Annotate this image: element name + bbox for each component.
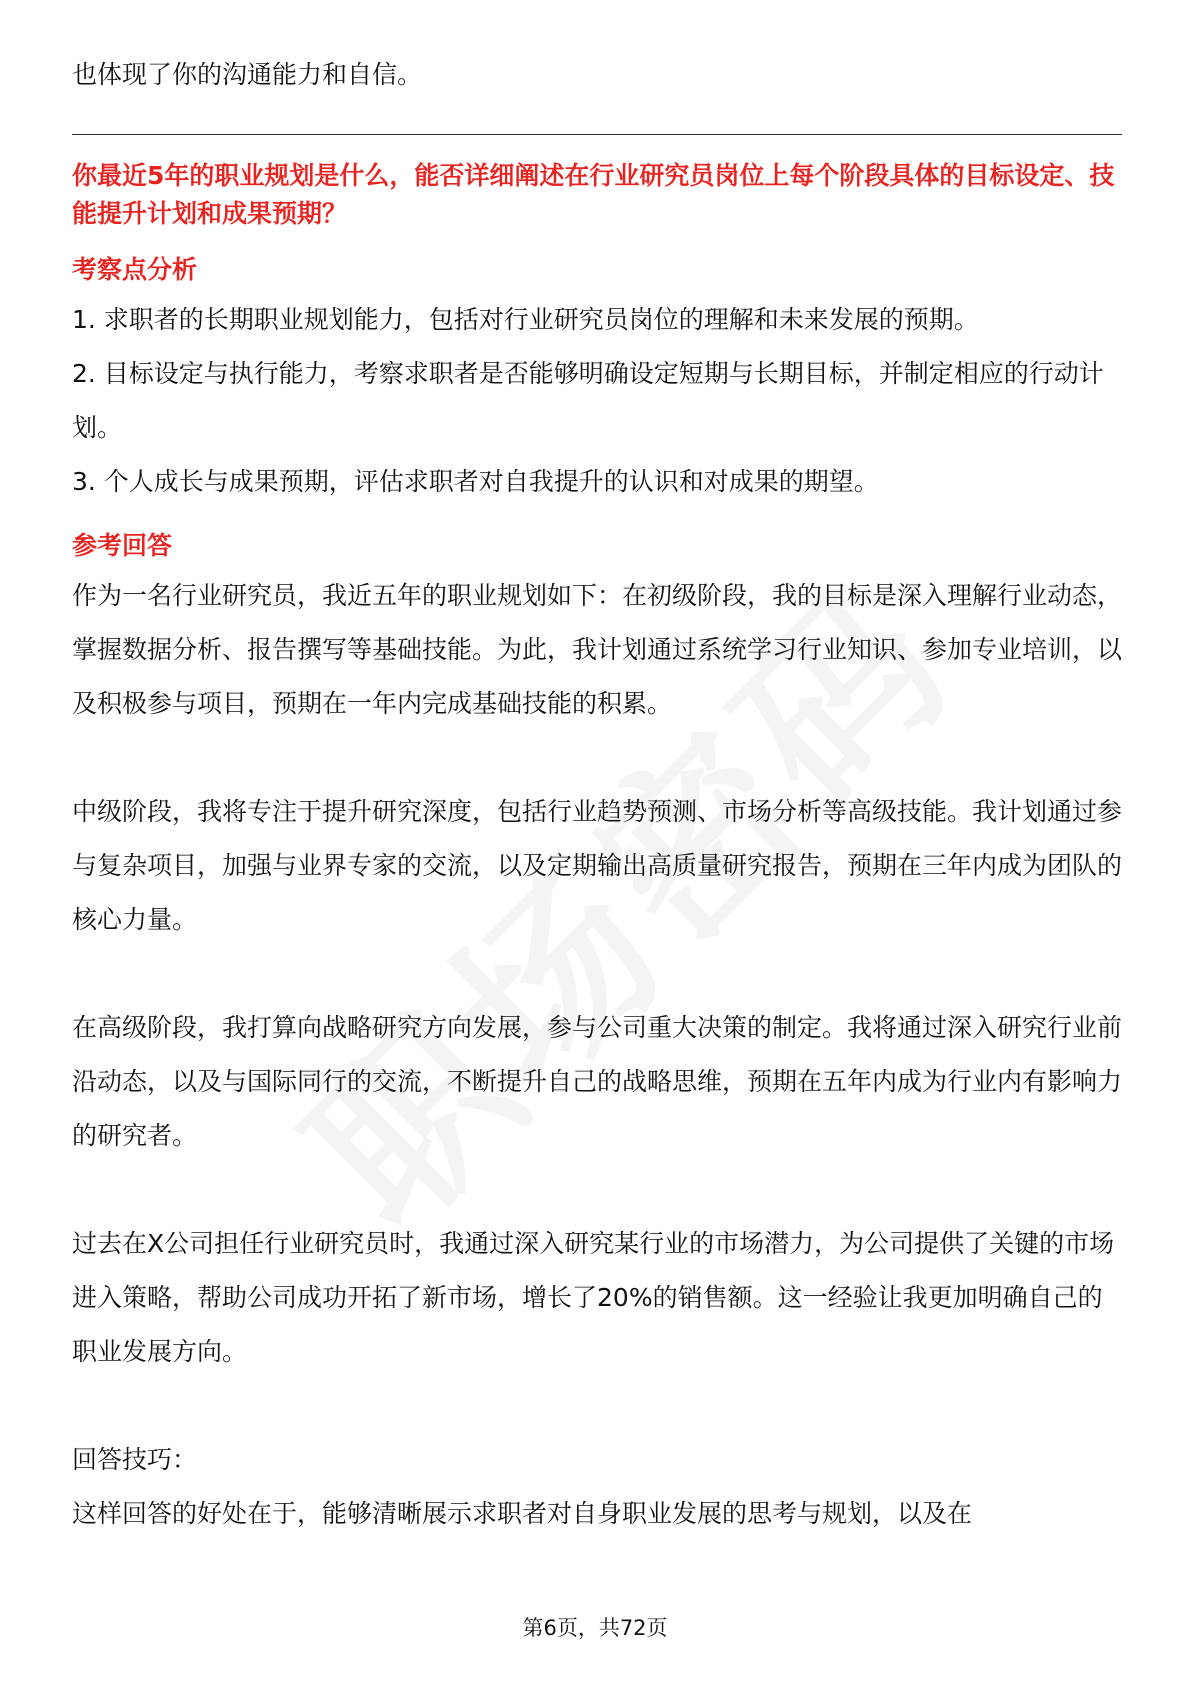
tips-text: 这样回答的好处在于，能够清晰展示求职者对自身职业发展的思考与规划，以及在 <box>72 1499 973 1528</box>
answer-paragraph: 作为一名行业研究员，我近五年的职业规划如下：在初级阶段，我的目标是深入理解行业动态，掌握数据分析、报告撰写等基础技能。为此，我计划通过系统学习行业知识、参加专业培训，以及积极参与项目，预期在一年内完成基础技能的积累。 <box>72 581 1123 718</box>
section-divider <box>72 134 1122 135</box>
answer-heading: 参考回答 <box>72 531 173 560</box>
intro-line: 也体现了你的沟通能力和自信。 <box>72 60 423 89</box>
document-body <box>72 56 1122 1541</box>
answer-paragraph: 在高级阶段，我打算向战略研究方向发展，参与公司重大决策的制定。我将通过深入研究行业前沿动态，以及与国际同行的交流，不断提升自己的战略思维，预期在五年内成为行业内有影响力的研究者。 <box>72 1013 1123 1150</box>
analysis-heading: 考察点分析 <box>72 255 198 284</box>
interview-question: 你最近5年的职业规划是什么，能否详细阐述在行业研究员岗位上每个阶段具体的目标设定、技能提升计划和成果预期？ <box>72 161 1115 228</box>
analysis-list <box>72 293 1122 509</box>
analysis-item: 2. 目标设定与执行能力，考察求职者是否能够明确设定短期与长期目标，并制定相应的行动计划。 <box>72 359 1104 442</box>
tips-heading: 回答技巧： <box>72 1445 198 1474</box>
answer-paragraph: 中级阶段，我将专注于提升研究深度，包括行业趋势预测、市场分析等高级技能。我计划通过参与复杂项目，加强与业界专家的交流，以及定期输出高质量研究报告，预期在三年内成为团队的核心力量。 <box>72 797 1123 934</box>
answer-body <box>72 569 1122 1433</box>
analysis-item: 3. 个人成长与成果预期，评估求职者对自我提升的认识和对成果的期望。 <box>72 467 879 496</box>
page-number: 第6页，共72页 <box>522 1616 668 1640</box>
answer-paragraph: 过去在X公司担任行业研究员时，我通过深入研究某行业的市场潜力，为公司提供了关键的市场进入策略，帮助公司成功开拓了新市场，增长了20%的销售额。这一经验让我更加明确自己的职业发展方向。 <box>72 1229 1115 1366</box>
analysis-item: 1. 求职者的长期职业规划能力，包括对行业研究员岗位的理解和未来发展的预期。 <box>72 305 979 334</box>
